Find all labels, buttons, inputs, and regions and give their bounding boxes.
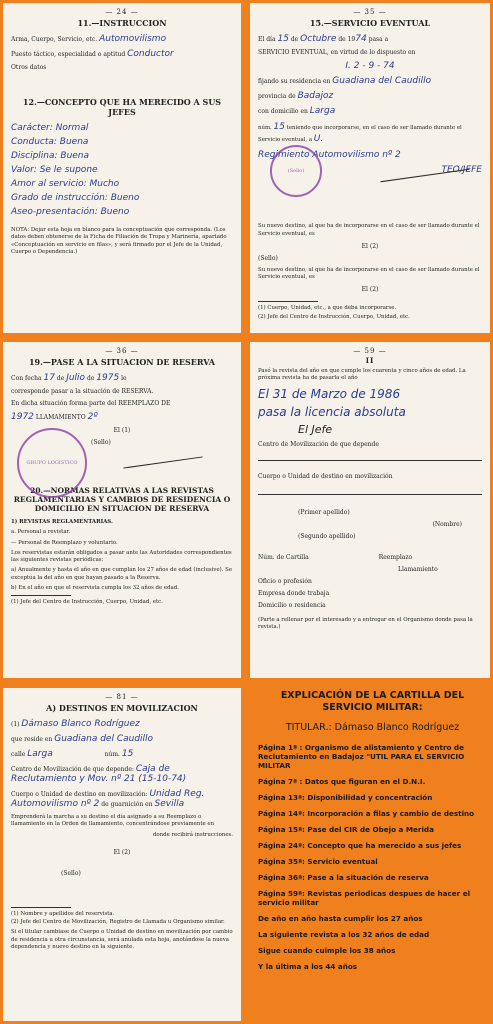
- centro-label: Centro de Movilización de que depende:: [11, 766, 134, 773]
- nota-text: Si el titular cambiase de Cuerpo o Unidad de destino en movilización por cambio de residencia u otra circunstancia, será anulada esta hoja, anotándose la nueva dependencia y nuevo destino en la siguiente.: [11, 929, 233, 951]
- page-number: — 59 —: [353, 347, 387, 355]
- concepto-item: Conducta: Buena: [11, 137, 89, 147]
- nombre-label: (Nombre): [432, 520, 462, 528]
- de-label: de: [56, 375, 65, 382]
- explanation-item: Página 1ª : Organismo de alistamiento y Centro de Reclutamiento en Badajoz "UTIL PARA EL SERVICIO MILITAR: [258, 742, 465, 770]
- domicilio-line: [258, 106, 482, 116]
- num-value: 15: [273, 122, 285, 132]
- concepto-item: Grado de instrucción: Bueno: [11, 193, 140, 203]
- disposition-value: I. 2 - 9 - 74: [345, 61, 395, 71]
- footnote-2: (2) Jefe del Centro de Instrucción, Cuerpo, Unidad, etc.: [258, 313, 410, 320]
- le-label: le: [121, 375, 127, 382]
- page-81: [3, 688, 241, 1021]
- el-1-line: El (1): [113, 427, 131, 434]
- personal-title: a. Personal a revistar.: [11, 529, 71, 536]
- day-value: 17: [43, 373, 55, 383]
- explanation-item: Y la última a los 44 años: [258, 961, 358, 971]
- empresa-line: Empresa donde trabaja: [258, 589, 330, 597]
- donde-text: donde recibirá instrucciones.: [152, 831, 233, 838]
- sello-1: (Sello): [258, 254, 278, 262]
- unit-value: Regimiento Automovilismo nº 2: [258, 150, 401, 161]
- concepto-item: Disciplina: Buena: [11, 151, 90, 161]
- obligados-text: Los reservistas estarán obligados a pasar ante las Autoridades correspondientes las siguientes revistas periódicas:: [11, 549, 232, 564]
- section-heading: A) DESTINOS EN MOVILIZACION: [46, 703, 198, 713]
- year-label: de 19: [338, 36, 356, 43]
- teniendo-line: [258, 121, 482, 145]
- footnote-2: (2) Jefe del Centro de Movilización, Registro de Llamada u Organismo similar.: [11, 919, 225, 926]
- reemplazo-label: Reemplazo: [378, 553, 413, 561]
- con-fecha-label: Con fecha: [11, 375, 42, 382]
- reemplazo-line: [11, 412, 233, 422]
- explanation-item: Página 15ª: Pase del CIR de Obejo a Merida: [258, 824, 434, 834]
- centro-value: Caja de Reclutamiento y Mov. nº 21 (15-10-74): [11, 764, 187, 784]
- page-number: — 24 —: [105, 8, 139, 16]
- explanation-item: Página 14ª: Incorporación a filas y cambio de destino: [258, 808, 475, 818]
- year-value: 74: [355, 34, 367, 44]
- anual-text: a) Anualmente y hasta el año en que cumplan los 27 años de edad (inclusive). Se exceptúa la del año en que hayan pasado a la Reserva.: [11, 567, 233, 581]
- divider: [258, 494, 482, 495]
- residencia-line: [258, 76, 482, 86]
- section-heading: 11.—INSTRUCCION: [77, 18, 167, 28]
- sello-label: (Sello): [61, 869, 81, 877]
- pasa-label: pasa a: [368, 36, 389, 43]
- oficio-line: Oficio o profesión: [258, 577, 312, 585]
- page-24: [3, 3, 241, 333]
- llamamiento-line: Llamamiento: [398, 565, 438, 573]
- emprendera-text: Emprenderá la marcha a su destino el día asignado a su Reemplazo o llamamiento en la Orden de llamamiento, concentrándose previamente en: [11, 814, 215, 828]
- page-number: — 81 —: [105, 693, 139, 701]
- otros-line: [11, 64, 233, 71]
- puesto-label: Puesto táctico, especialidad o aptitud: [11, 51, 126, 58]
- explanation-title: EXPLICACIÓN DE LA CARTILLA DEL SERVICIO MILITAR:: [280, 690, 465, 713]
- explanation-item: Página 35ª: Servicio eventual: [258, 856, 378, 866]
- divider: [11, 595, 71, 596]
- explanation-item: De año en año hasta cumplir los 27 años: [258, 913, 423, 923]
- el-2-line-1: El (2): [361, 242, 379, 250]
- teniendo-text: teniendo que incorporarse, en el caso de ser llamado durante el Servicio eventual, a: [258, 125, 462, 144]
- corresponde-line: corresponde pasar a la situación de RESERVA.: [11, 388, 154, 395]
- fijando-label: fijando su residencia en: [258, 78, 331, 85]
- servicio-line: SERVICIO EVENTUAL, en virtud de lo dispuesto en: [258, 49, 416, 56]
- month-value: Octubre: [300, 34, 337, 44]
- puesto-value: Conductor: [127, 49, 174, 59]
- explanation-item: Página 7ª : Datos que figuran en el D.N.I.: [258, 776, 426, 786]
- intro-text: Pasó la revista del año en que cumple los cuarenta y cinco años de edad. La próxima revista ha de pasarla el año: [258, 368, 466, 382]
- residencia-value: Guadiana del Caudillo: [54, 734, 154, 744]
- footnote-1: (1) Cuerpo, Unidad, etc., a que deba incorporarse.: [258, 305, 397, 312]
- signature: [123, 456, 202, 468]
- explanation-item: Página 59ª: Revistas periodicas despues de hacer el servicio militar: [258, 888, 471, 907]
- provincia-label: provincia de: [258, 93, 296, 100]
- reemplazo-value: 1972: [11, 412, 34, 422]
- ciudad-value: Sevilla: [154, 799, 185, 809]
- reside-line: [11, 734, 233, 744]
- explanation-item: Sigue cuando cuimple los 38 años: [258, 945, 396, 955]
- concepto-item: Aseo-presentación: Bueno: [11, 207, 130, 217]
- explanation-panel: [252, 688, 493, 1024]
- footnote-1: (1) Nombre y apellidos del reservista.: [11, 910, 115, 917]
- arma-line: [11, 34, 233, 44]
- provincia-line: [258, 91, 482, 101]
- concepto-item: Amor al servicio: Mucho: [11, 179, 120, 189]
- domicilio-label: con domicilio en: [258, 108, 308, 115]
- el-2-line-2: El (2): [361, 286, 379, 294]
- calle-label: calle: [11, 751, 26, 758]
- otros-label: Otros datos: [11, 64, 47, 71]
- section-heading: 19.—PASE A LA SITUACION DE RESERVA: [28, 357, 215, 367]
- calle-line: [11, 749, 233, 759]
- nota: NOTA: Dejar esta hoja en blanco para la conceptuación que corresponda. (Los datos deben obtenerse de la Ficha de Filiación de Tropa y Marinería, apartado «Conceptuación en servicio en filas», y será firmado por el Jefe de la Unidad, Cuerpo o Dependencia.): [11, 227, 227, 255]
- footnote: (1) Jefe del Centro de Instrucción, Cuerpo, Unidad, etc.: [11, 599, 163, 606]
- parte-note: (Parte a rellenar por el interesado y a entregar en el Organismo donde pasa la revista.): [258, 616, 473, 630]
- segundo-apellido: (Segundo apellido): [298, 532, 356, 540]
- nuevo-destino-1: Su nuevo destino, al que ha de incorporarse en el caso de ser llamado durante el Servicio eventual, es: [258, 223, 480, 237]
- explanation-item: La siguiente revista a los 32 años de edad: [258, 929, 430, 939]
- arma-label: Arma, Cuerpo, Servicio, etc.: [11, 36, 98, 43]
- de-label: de: [290, 36, 299, 43]
- divider: [11, 907, 71, 908]
- titular-line: TITULAR.: Dámaso Blanco Rodríguez: [285, 721, 460, 733]
- situacion-line: En dicha situación forma parte del REEMPLAZO DE: [11, 400, 171, 407]
- cuerpo-value: Unidad Reg. Automovilismo nº 2: [11, 789, 205, 809]
- page-59: [250, 342, 490, 678]
- cuerpo-line: Cuerpo o Unidad de destino en movilización: [258, 472, 393, 480]
- day-value: 15: [277, 34, 289, 44]
- revistas-title: 1) REVISTAS REGLAMENTARIAS.: [11, 519, 113, 525]
- month-value: Julio: [66, 373, 86, 383]
- section-heading: 15.—SERVICIO EVENTUAL: [309, 18, 431, 28]
- cuerpo-line: [11, 789, 233, 809]
- page-36: [3, 342, 241, 678]
- date-line: [258, 34, 482, 44]
- handwritten-text: pasa la licencia absoluta: [258, 404, 406, 419]
- page-number: — 36 —: [105, 347, 139, 355]
- page-number: — 35 —: [353, 8, 387, 16]
- nombre-value: Dámaso Blanco Rodríguez: [21, 719, 140, 729]
- handwritten-date: El 31 de Marzo de 1986: [258, 386, 401, 401]
- concepto-item: Carácter: Normal: [11, 123, 89, 133]
- concepto-item: Valor: Se le supone: [11, 165, 98, 175]
- num-label: núm.: [104, 751, 120, 758]
- cuerpo-label: Cuerpo o Unidad de destino en movilización:: [11, 791, 148, 798]
- b-anio-text: b) En el año en que el reservista cumpla los 32 años de edad.: [11, 585, 179, 592]
- stamp-text: GRUPO LOGISTICO: [26, 460, 78, 466]
- concepto-heading: 12.—CONCEPTO QUE HA MERECIDO A SUS JEFES: [22, 97, 222, 117]
- personal-rv: — Personal de Reemplazo y voluntario.: [11, 539, 118, 546]
- disposition-line: [258, 61, 482, 71]
- unit-prefix: U.: [313, 134, 324, 145]
- el-jefe: El Jefe: [298, 422, 333, 436]
- explanation-item: Página 36ª: Pase a la situación de reserva: [258, 872, 429, 882]
- cartilla-line: [258, 554, 482, 561]
- nombre-line: [11, 719, 233, 729]
- section-numeral: II: [365, 356, 375, 365]
- heading-20: 20.—NORMAS RELATIVAS A LAS REVISTAS REGLAMENTARIAS Y CAMBIOS DE RESIDENCIA O DOMICILIO EN SITUACION DE RESERVA: [13, 486, 231, 513]
- stamp-label: (Sello): [287, 168, 305, 174]
- divider: [258, 460, 482, 461]
- de-label-2: de: [86, 375, 95, 382]
- num-label: núm.: [258, 125, 272, 131]
- calle-value: Larga: [27, 749, 53, 759]
- primer-apellido: (Primer apellido): [298, 508, 350, 516]
- stamp: [270, 145, 322, 197]
- el-dia-label: El día: [258, 36, 276, 43]
- llamamiento-label: LLAMAMIENTO: [35, 414, 86, 421]
- concepto-list: [11, 123, 233, 217]
- centro-line: Centro de Movilización de que depende: [258, 440, 379, 448]
- arma-value: Automovilismo: [99, 34, 167, 44]
- explanation-item: Página 24ª: Concepto que ha merecido a sus jefes: [258, 840, 462, 850]
- page-35: [250, 3, 490, 333]
- el-2-line: El (2): [113, 848, 131, 856]
- domicilio-value: Larga: [309, 106, 336, 116]
- fecha-line: [11, 373, 233, 383]
- teo-value: TEO/JEFE: [441, 165, 482, 176]
- divider: [258, 301, 318, 302]
- num-value: 15: [121, 749, 134, 759]
- guarnicion-label: de guarnición en: [101, 801, 153, 808]
- label-1: (1): [11, 721, 20, 728]
- centro-line: [11, 764, 233, 784]
- provincia-value: Badajoz: [297, 91, 334, 101]
- cartilla-label: Núm. de Cartilla: [258, 553, 309, 561]
- llamamiento-value: 2º: [87, 412, 98, 422]
- year-value: 1975: [96, 373, 120, 383]
- puesto-line: [11, 49, 233, 59]
- domicilio-line: Domicilio o residencia: [258, 601, 326, 609]
- residencia-value: Guadiana del Caudillo: [332, 76, 432, 86]
- reserve-stamp: [17, 428, 87, 498]
- nuevo-destino-2: Su nuevo destino, al que ha de incorporarse en el caso de ser llamado durante el Servicio eventual, es: [258, 266, 480, 281]
- sello-label: (Sello): [91, 439, 111, 446]
- reside-label: que reside en: [11, 736, 53, 743]
- explanation-item: Página 13ª: Disponibilidad y concentración: [258, 792, 433, 802]
